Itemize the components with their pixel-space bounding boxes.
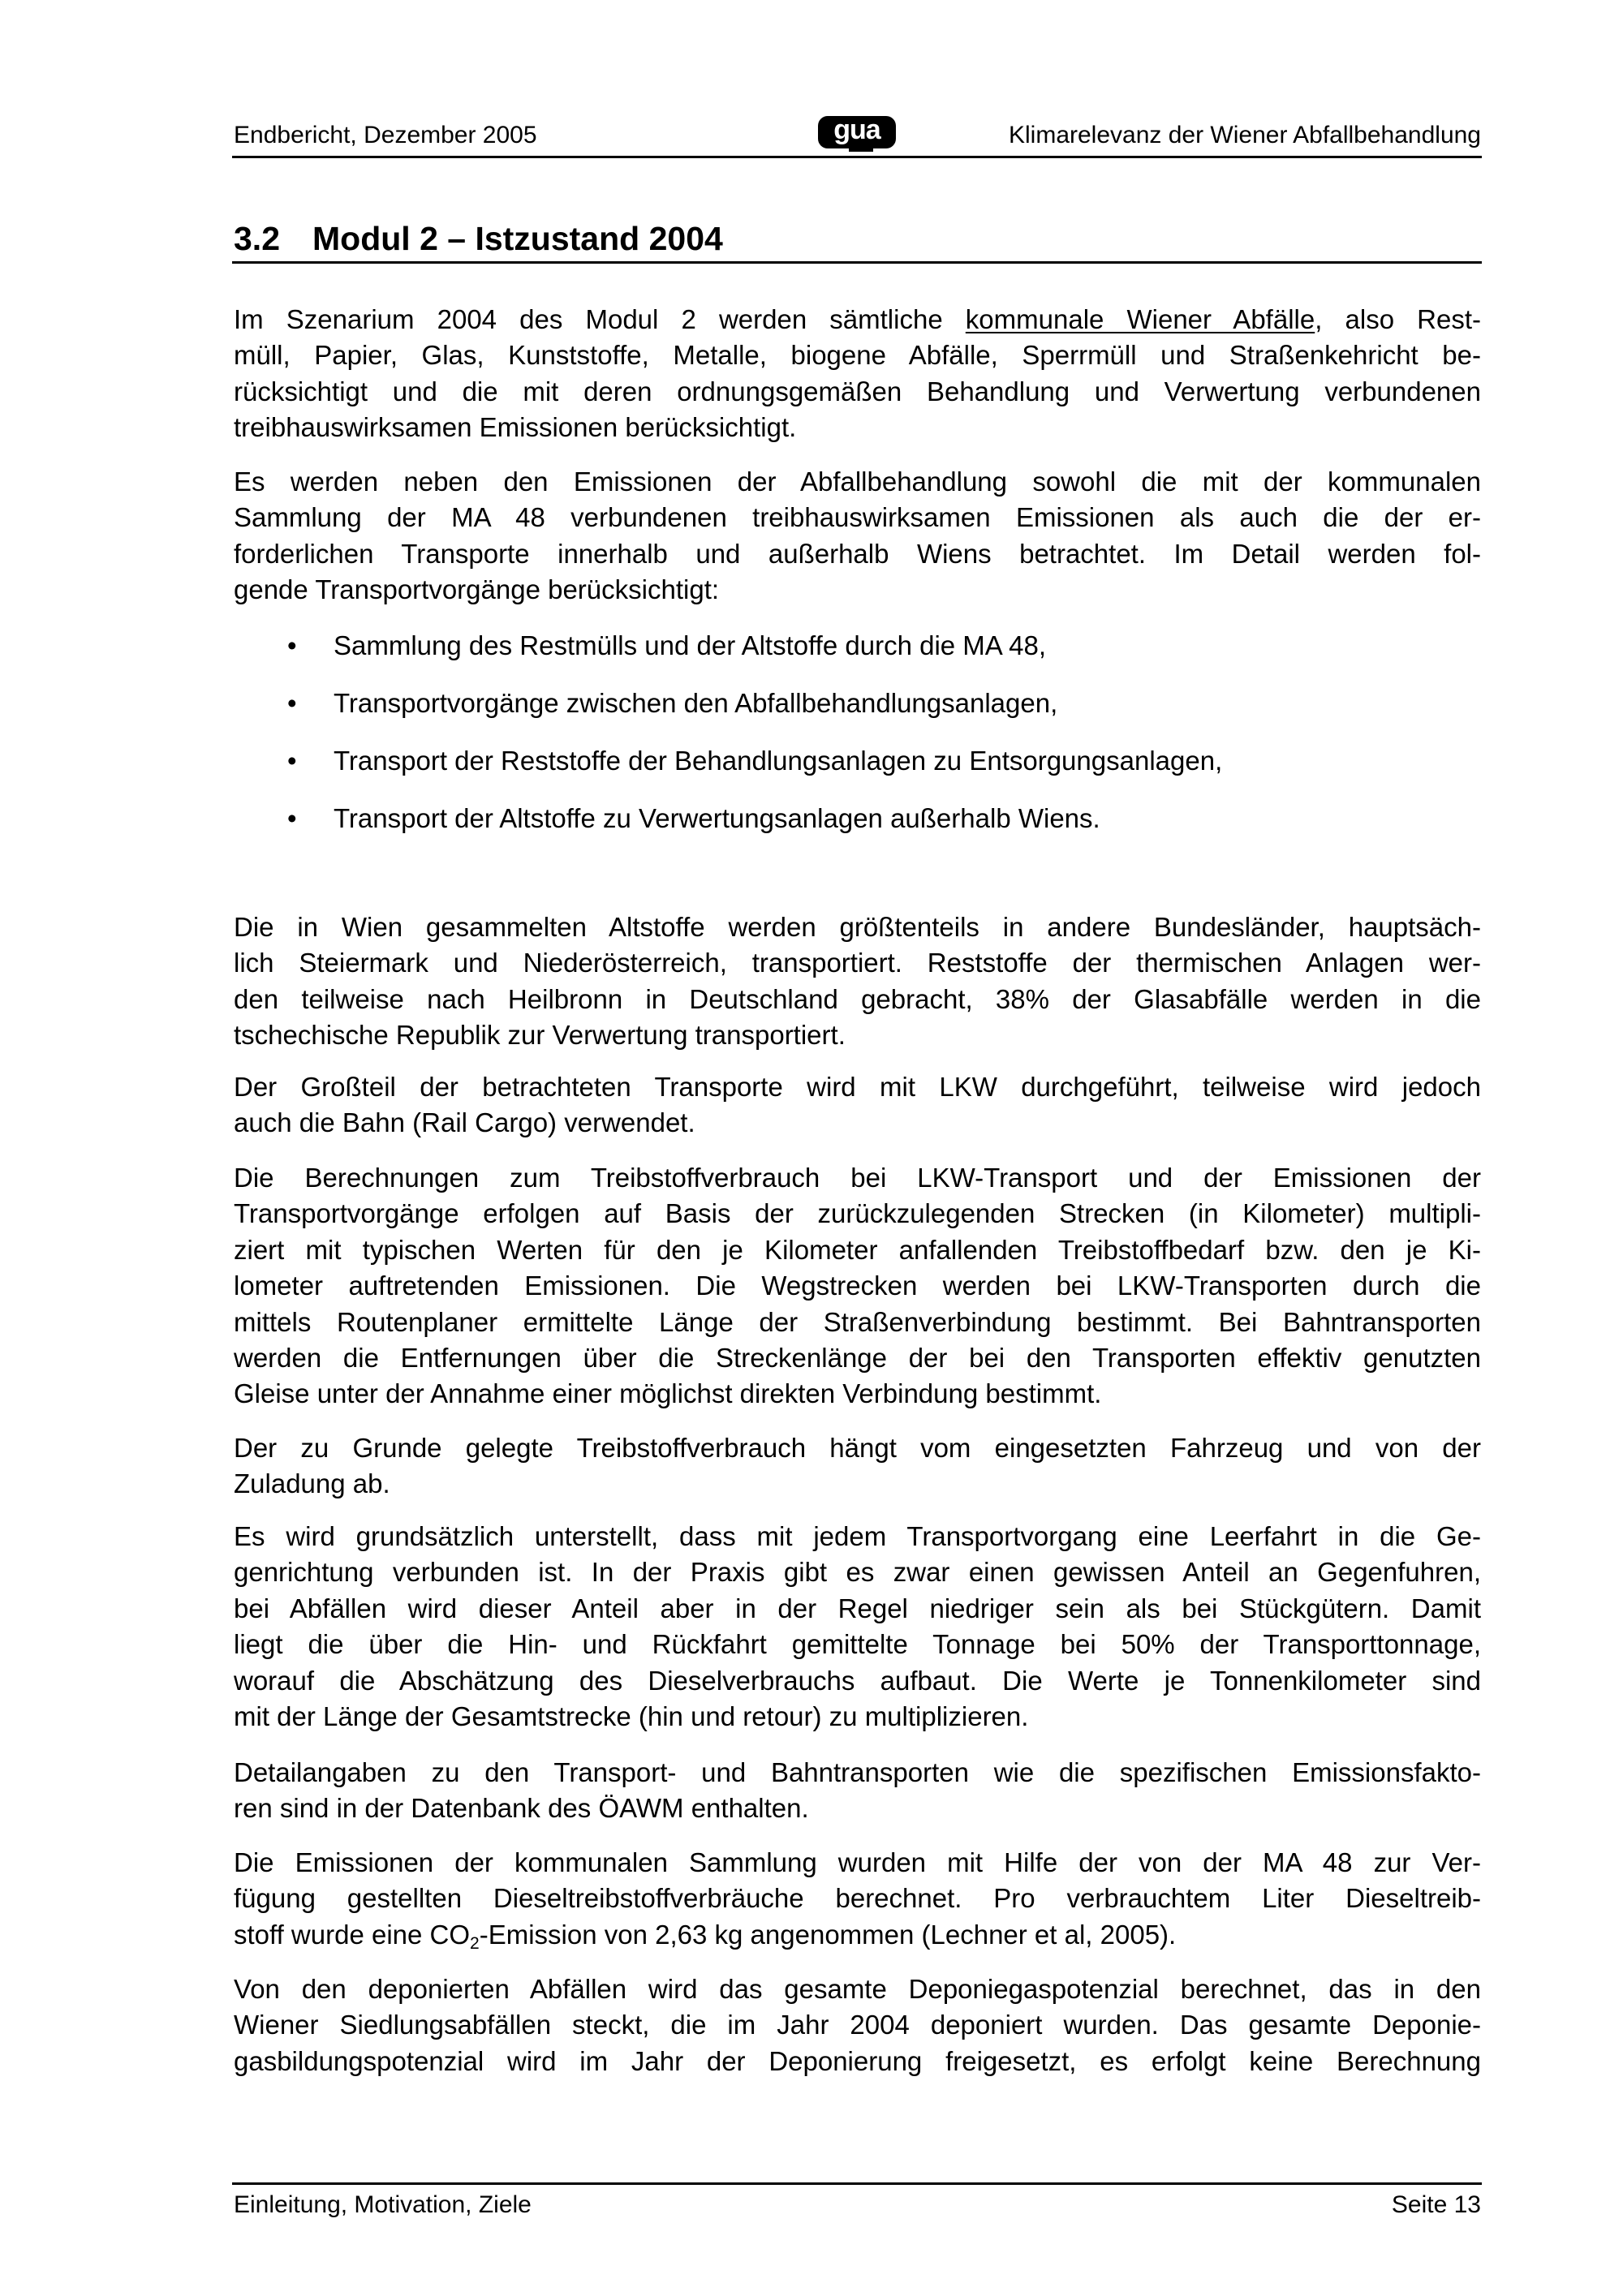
subscript: 2	[470, 1933, 480, 1953]
text-line: Die Berechnungen zum Treibstoffverbrauch bei LKW-Transport und der Emissionen der	[234, 1163, 1481, 1193]
text-line: werden die Entfernungen über die Streckenlänge der bei den Transporten effektiv genutzten	[234, 1342, 1481, 1373]
text-line: Transportvorgänge erfolgen auf Basis der zurückzulegenden Strecken (in Kilometer) multipli-	[234, 1198, 1481, 1229]
text-line: mittels Routenplaner ermittelte Länge der Straßenverbindung bestimmt. Bei Bahntransporten	[234, 1306, 1481, 1337]
text-line: gende Transportvorgänge berücksichtigt:	[234, 574, 720, 605]
section-heading	[234, 217, 723, 260]
text-line: treibhauswirksamen Emissionen berücksichtigt.	[234, 412, 797, 443]
section-rule	[232, 261, 1482, 264]
paragraph	[234, 1160, 1481, 1412]
section-number: 3.2	[234, 220, 280, 257]
header-left: Endbericht, Dezember 2005	[234, 122, 537, 148]
text-line: liegt die über die Hin- und Rückfahrt gemittelte Tonnage bei 50% der Transporttonnage,	[234, 1629, 1481, 1660]
text-line: gasbildungspotenzial wird im Jahr der Deponierung freigesetzt, es erfolgt keine Berechnung	[234, 2045, 1481, 2076]
text-line: ziert mit typischen Werten für den je Kilometer anfallenden Treibstoffbedarf bzw. den je Ki-	[234, 1234, 1481, 1265]
text-line: forderlichen Transporte innerhalb und außerhalb Wiens betrachtet. Im Detail werden fol-	[234, 538, 1481, 569]
text-segment: , also Rest-	[1315, 304, 1481, 334]
paragraph	[234, 909, 1481, 1054]
text-line: bei Abfällen wird dieser Anteil aber in der Regel niedriger sein als bei Stückgütern. Damit	[234, 1593, 1481, 1623]
footer-left: Einleitung, Motivation, Ziele	[234, 2191, 532, 2218]
text-line: lich Steiermark und Niederösterreich, transportiert. Reststoffe der thermischen Anlagen wer-	[234, 948, 1481, 978]
paragraph	[234, 302, 1481, 446]
text-line: Der Großteil der betrachteten Transporte wird mit LKW durchgeführt, teilweise wird jedoch	[234, 1072, 1481, 1102]
bullet-icon: •	[287, 630, 297, 660]
header-right: Klimarelevanz der Wiener Abfallbehandlung	[1008, 122, 1481, 148]
header-rule	[232, 156, 1482, 158]
text-line: lometer auftretenden Emissionen. Die Wegstrecken werden bei LKW-Transporten durch die	[234, 1271, 1481, 1301]
text-segment: Im Szenarium 2004 des Modul 2 werden sämtliche	[234, 304, 966, 334]
text-line: den teilweise nach Heilbronn in Deutschland gebracht, 38% der Glasabfälle werden in die	[234, 983, 1481, 1014]
text-line: tschechische Republik zur Verwertung transportiert.	[234, 1020, 846, 1051]
text-segment: stoff wurde eine CO	[234, 1919, 471, 1950]
paragraph	[234, 1519, 1481, 1735]
text-line	[234, 1917, 1481, 1953]
logo-arrow-icon	[849, 147, 873, 152]
underlined-term: kommunale Wiener Abfälle	[965, 304, 1315, 334]
text-line	[234, 302, 1481, 338]
list-item-text: Transport der Altstoffe zu Verwertungsanlagen außerhalb Wiens.	[334, 803, 1100, 833]
gua-logo	[818, 116, 896, 148]
text-line: mit der Länge der Gesamtstrecke (hin und retour) zu multiplizieren.	[234, 1701, 1029, 1731]
bullet-icon: •	[287, 803, 297, 833]
text-line: rücksichtigt und die mit deren ordnungsgemäßen Behandlung und Verwertung verbundenen	[234, 376, 1481, 406]
page-number: Seite 13	[1391, 2191, 1481, 2218]
list-item-text: Transportvorgänge zwischen den Abfallbehandlungsanlagen,	[334, 688, 1058, 718]
paragraph	[234, 1755, 1481, 1827]
paragraph	[234, 1430, 1481, 1503]
bullet-icon: •	[287, 746, 297, 776]
text-line: Es wird grundsätzlich unterstellt, dass mit jedem Transportvorgang eine Leerfahrt in die Ge-	[234, 1521, 1481, 1551]
text-line: Sammlung der MA 48 verbundenen treibhauswirksamen Emissionen als auch die der er-	[234, 502, 1481, 533]
paragraph	[234, 1069, 1481, 1142]
text-line: genrichtung verbunden ist. In der Praxis gibt es zwar einen gewissen Anteil an Gegenfuhren,	[234, 1557, 1481, 1588]
paragraph	[234, 1971, 1481, 2079]
text-line: Es werden neben den Emissionen der Abfallbehandlung sowohl die mit der kommunalen	[234, 467, 1481, 497]
list-item-text: Transport der Reststoffe der Behandlungsanlagen zu Entsorgungsanlagen,	[334, 746, 1223, 776]
text-line: ren sind in der Datenbank des ÖAWM enthalten.	[234, 1793, 809, 1824]
logo-text: gua	[833, 114, 880, 145]
text-line: Der zu Grunde gelegte Treibstoffverbrauch hängt vom eingesetzten Fahrzeug und von der	[234, 1433, 1481, 1463]
text-line: Wiener Siedlungsabfällen steckt, die im Jahr 2004 deponiert wurden. Das gesamte Deponie-	[234, 2010, 1481, 2040]
footer-rule	[232, 2182, 1482, 2185]
list-item-text: Sammlung des Restmülls und der Altstoffe durch die MA 48,	[334, 630, 1047, 660]
text-line: fügung gestellten Dieseltreibstoffverbräuche berechnet. Pro verbrauchtem Liter Dieseltreib-	[234, 1883, 1481, 1914]
text-line: Die in Wien gesammelten Altstoffe werden größtenteils in andere Bundesländer, hauptsäch-	[234, 912, 1481, 942]
bullet-icon: •	[287, 688, 297, 718]
paragraph	[234, 464, 1481, 608]
paragraph	[234, 1845, 1481, 1953]
text-line: Die Emissionen der kommunalen Sammlung wurden mit Hilfe der von der MA 48 zur Ver-	[234, 1847, 1481, 1877]
text-line: Gleise unter der Annahme einer möglichst direkten Verbindung bestimmt.	[234, 1378, 1102, 1409]
text-line: Detailangaben zu den Transport- und Bahntransporten wie die spezifischen Emissionsfakto-	[234, 1757, 1481, 1787]
text-line: auch die Bahn (Rail Cargo) verwendet.	[234, 1107, 695, 1138]
section-title: Modul 2 – Istzustand 2004	[312, 220, 723, 257]
text-line: worauf die Abschätzung des Dieselverbrauchs aufbaut. Die Werte je Tonnenkilometer sind	[234, 1665, 1481, 1696]
text-line: Von den deponierten Abfällen wird das gesamte Deponiegaspotenzial berechnet, das in den	[234, 1974, 1481, 2004]
text-line: müll, Papier, Glas, Kunststoffe, Metalle, biogene Abfälle, Sperrmüll und Straßenkehricht be-	[234, 340, 1481, 371]
text-segment: -Emission von 2,63 kg angenommen (Lechner et al, 2005).	[479, 1919, 1177, 1950]
text-line: Zuladung ab.	[234, 1468, 390, 1499]
